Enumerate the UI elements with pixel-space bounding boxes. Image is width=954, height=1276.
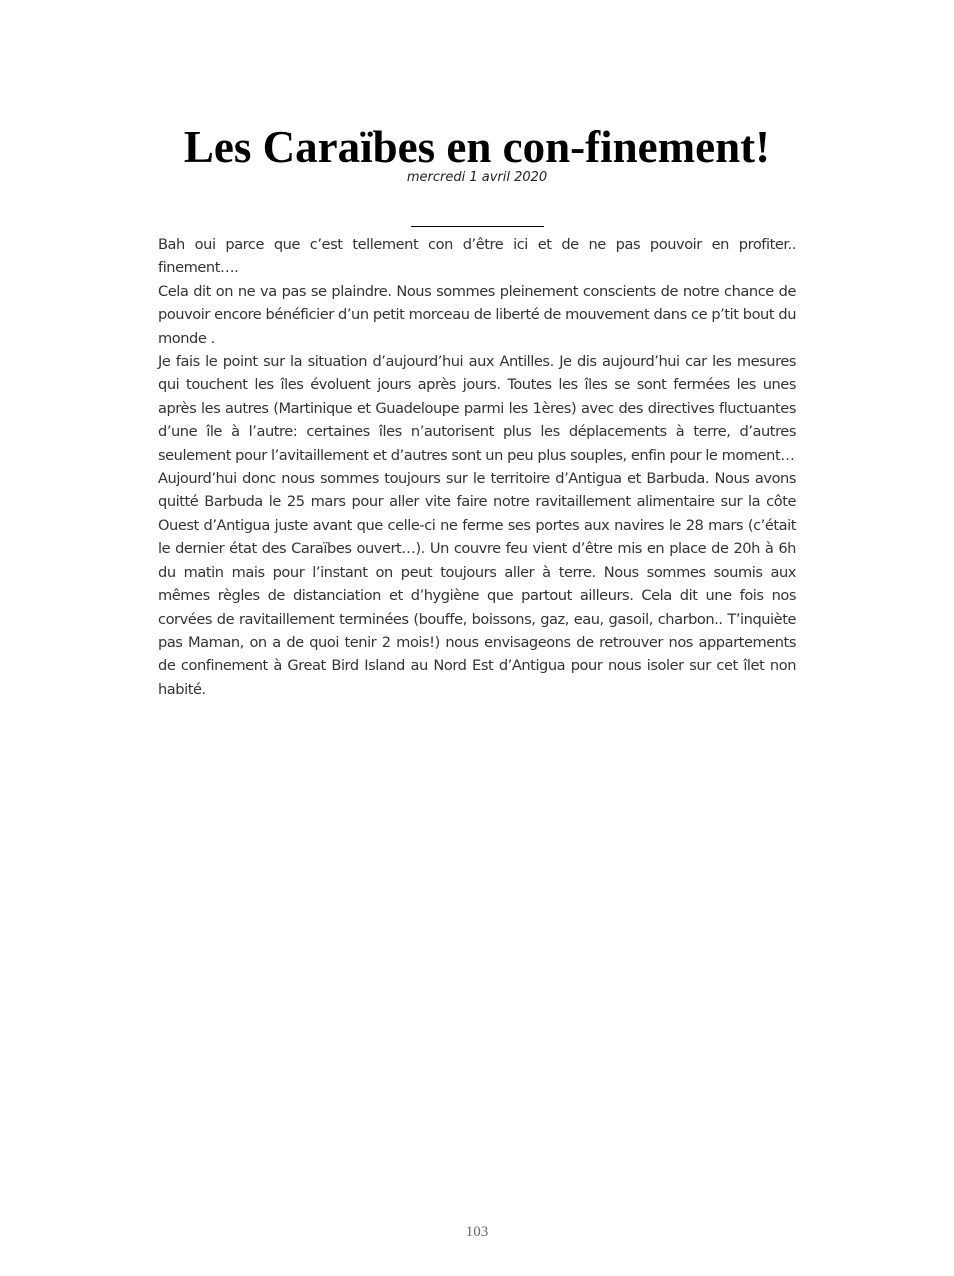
title-divider (411, 226, 544, 227)
paragraph: Cela dit on ne va pas se plaindre. Nous sommes pleinement conscients de notre chance de pouvoir encore bénéficier d’un petit morceau de liberté de mouvement dans ce p’tit bout du monde . (158, 282, 796, 347)
paragraph: Aujourd’hui donc nous sommes toujours sur le territoire d’Antigua et Barbuda. Nous avons quitté Barbuda le 25 mars pour aller vite faire notre ravitaillement alimentaire sur la côte Ouest d’Antigua juste avant que celle-ci ne ferme ses portes aux navires le 28 mars (c’était le dernier état des Caraïbes ouvert…). Un couvre feu vient d’être mis en place de 20h à 6h du matin mais pour l’instant on peut toujours aller à terre. Nous sommes soumis aux mêmes règles de distanciation et d’hygiène que partout ailleurs. Cela dit une fois nos corvées de ravitaillement terminées (bouffe, boissons, gaz, eau, gasoil, charbon.. T’inquiète pas Maman, on a de quoi tenir 2 mois!) nous envisageons de retrouver nos appartements de confinement à Great Bird Island au Nord Est d’Antigua pour nous isoler sur cet îlet non habité. (158, 470, 796, 698)
page-number: 103 (465, 1224, 489, 1240)
paragraph: Bah oui parce que c’est tellement con d’être ici et de ne pas pouvoir en profiter.. finement…. (158, 236, 796, 277)
post-date: mercredi 1 avril 2020 (406, 170, 548, 185)
article-body (158, 233, 796, 701)
page-title: Les Caraïbes en con-finement! (183, 122, 771, 172)
paragraph: Je fais le point sur la situation d’aujourd’hui aux Antilles. Je dis aujourd’hui car les mesures qui touchent les îles évoluent jours après jours. Toutes les îles se sont fermées les unes après les autres (Martinique et Guadeloupe parmi les 1ères) avec des directives fluctuantes d’une île à l’autre: certaines îles n’autorisent plus les déplacements à terre, d’autres seulement pour l’avitaillement et d’autres sont un peu plus souples, enfin pour le moment… (158, 353, 796, 464)
